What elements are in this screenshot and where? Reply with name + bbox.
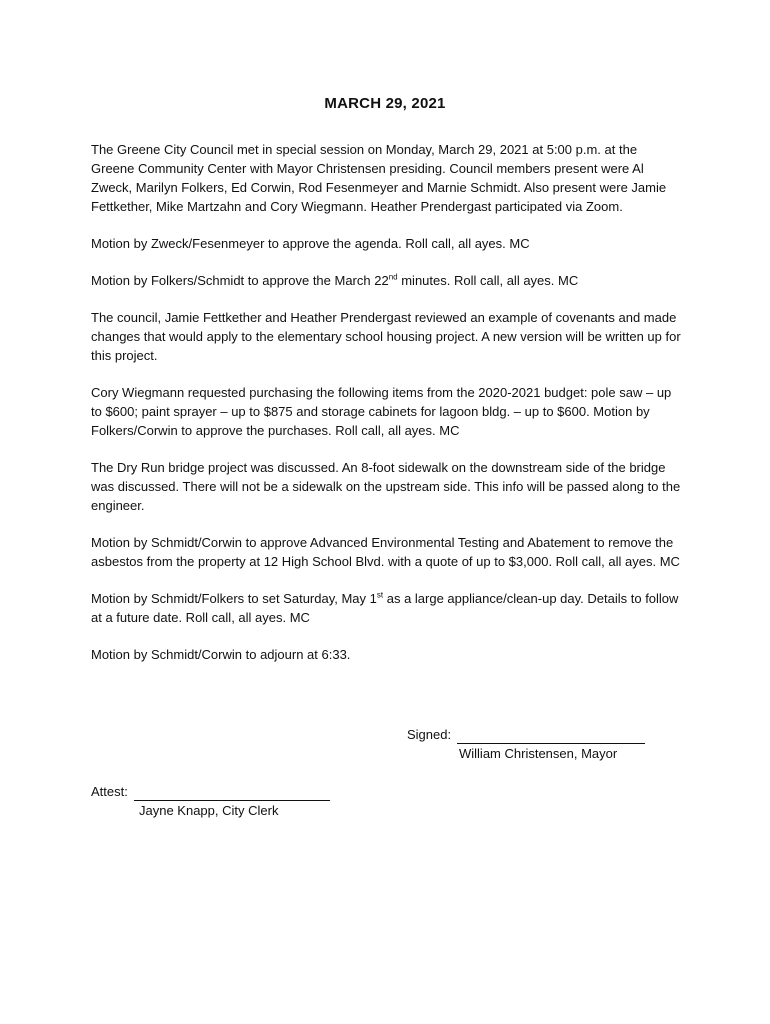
- attester-name: Jayne Knapp, City Clerk: [139, 803, 279, 818]
- paragraph-purchases: Cory Wiegmann requested purchasing the following items from the 2020-2021 budget: pole saw – up to $600; paint sprayer – up to $875 and storage cabinets for lagoon bldg. – up to $600. Motion by Folkers/Corwin to approve the purchases. Roll call, all ayes. MC: [91, 385, 672, 438]
- attest-block: [91, 782, 330, 801]
- paragraph-agenda-motion: Motion by Zweck/Fesenmeyer to approve the agenda. Roll call, all ayes. MC: [91, 236, 530, 251]
- minutes-motion-text: Motion by Folkers/Schmidt to approve the March 22: [91, 273, 389, 288]
- minutes-motion-text-end: minutes. Roll call, all ayes. MC: [397, 273, 579, 288]
- cleanup-text-end: as a large appliance/clean-up day. Details to follow at a future date. Roll call, all ayes. MC: [91, 591, 679, 625]
- paragraph-covenants: The council, Jamie Fettkether and Heather Prendergast reviewed an example of covenants and made changes that would apply to the elementary school housing project. A new version will be written up for this project.: [91, 310, 681, 363]
- paragraph-minutes-motion: [91, 271, 683, 290]
- paragraph-asbestos-motion: Motion by Schmidt/Corwin to approve Advanced Environmental Testing and Abatement to remove the asbestos from the property at 12 High School Blvd. with a quote of up to $3,000. Roll call, all ayes. MC: [91, 535, 680, 569]
- signature-block: [407, 725, 645, 744]
- attest-label: Attest:: [91, 784, 128, 799]
- ordinal-suffix: st: [376, 590, 384, 600]
- attest-signature-line: [134, 786, 330, 801]
- cleanup-text: Motion by Schmidt/Folkers to set Saturday, May 1: [91, 591, 377, 606]
- page-title: MARCH 29, 2021: [324, 95, 446, 112]
- paragraph-bridge-project: The Dry Run bridge project was discussed. An 8-foot sidewalk on the downstream side of the bridge was discussed. There will not be a sidewalk on the upstream side. This info will be passed along to the engineer.: [91, 460, 681, 513]
- ordinal-suffix: nd: [388, 272, 398, 282]
- signed-label: Signed:: [407, 727, 452, 742]
- signer-name: William Christensen, Mayor: [459, 746, 618, 761]
- paragraph-attendance: The Greene City Council met in special session on Monday, March 29, 2021 at 5:00 p.m. at the Greene Community Center with Mayor Christensen presiding. Council members present were Al Zweck, Marilyn Folkers, Ed Corwin, Rod Fesenmeyer and Marnie Schmidt. Also present were Jamie Fettkether, Mike Martzahn and Cory Wiegmann. Heather Prendergast participated via Zoom.: [91, 142, 667, 214]
- paragraph-cleanup-day: [91, 589, 683, 627]
- minutes-body: [91, 140, 683, 682]
- paragraph-adjourn: Motion by Schmidt/Corwin to adjourn at 6:33.: [91, 647, 351, 662]
- signature-line: [457, 729, 645, 744]
